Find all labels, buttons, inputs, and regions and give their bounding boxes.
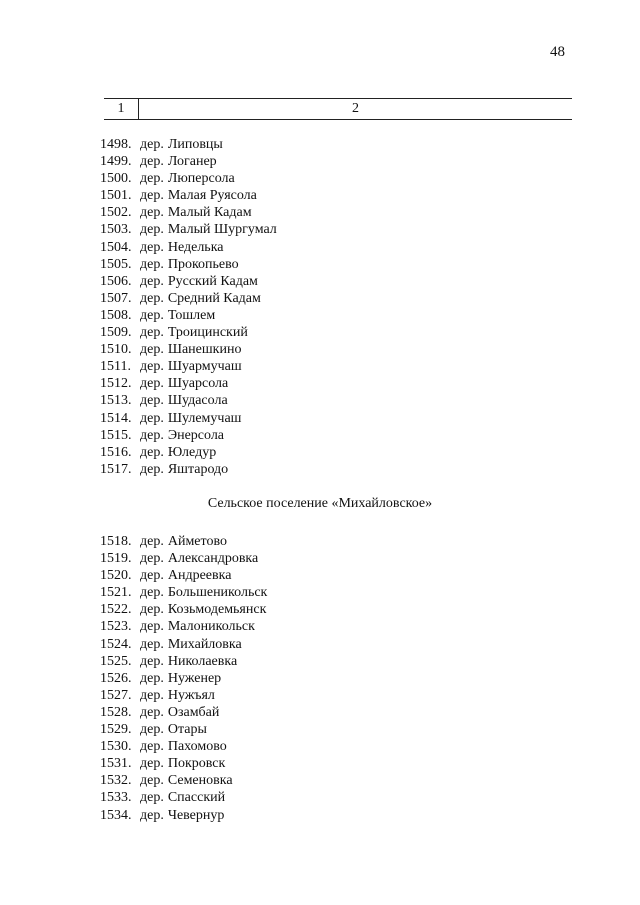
list-item bbox=[100, 807, 267, 824]
list-item bbox=[100, 153, 277, 170]
item-name: Троицинский bbox=[167, 325, 248, 341]
list-item bbox=[100, 324, 277, 341]
table-header-col-1: 1 bbox=[104, 99, 139, 119]
item-prefix: дер. bbox=[140, 393, 164, 409]
item-name: Неделька bbox=[167, 239, 224, 255]
item-prefix: дер. bbox=[140, 307, 164, 323]
item-name: Юледур bbox=[167, 444, 217, 460]
list-item bbox=[100, 427, 277, 444]
item-name: Покровск bbox=[167, 756, 226, 772]
list-item bbox=[100, 789, 267, 806]
settlement-list-2 bbox=[100, 533, 267, 824]
list-item bbox=[100, 273, 277, 290]
item-name: Прокопьево bbox=[167, 256, 239, 272]
item-number: 1532. bbox=[100, 773, 132, 789]
item-prefix: дер. bbox=[140, 444, 164, 460]
item-prefix: дер. bbox=[140, 790, 164, 806]
item-prefix: дер. bbox=[140, 739, 164, 755]
settlement-list-1 bbox=[100, 136, 277, 478]
item-number: 1499. bbox=[100, 154, 132, 170]
item-number: 1523. bbox=[100, 619, 132, 635]
item-prefix: дер. bbox=[140, 256, 164, 272]
item-number: 1519. bbox=[100, 551, 132, 567]
item-prefix: дер. bbox=[140, 205, 164, 221]
page-number: 48 bbox=[550, 44, 565, 60]
item-number: 1529. bbox=[100, 722, 132, 738]
list-item bbox=[100, 533, 267, 550]
item-number: 1524. bbox=[100, 636, 132, 652]
item-number: 1522. bbox=[100, 602, 132, 618]
item-prefix: дер. bbox=[140, 427, 164, 443]
item-name: Айметово bbox=[167, 534, 227, 549]
item-prefix: дер. bbox=[140, 534, 164, 549]
list-item bbox=[100, 618, 267, 635]
list-item bbox=[100, 375, 277, 392]
list-item bbox=[100, 341, 277, 358]
item-name: Отары bbox=[167, 722, 207, 738]
item-prefix: дер. bbox=[140, 653, 164, 669]
item-name: Большеникольск bbox=[167, 585, 268, 601]
item-name: Озамбай bbox=[167, 704, 220, 720]
item-name: Александровка bbox=[167, 551, 259, 567]
list-item bbox=[100, 136, 277, 153]
item-number: 1505. bbox=[100, 256, 132, 272]
item-name: Энерсола bbox=[167, 427, 225, 443]
item-name: Спасский bbox=[167, 790, 226, 806]
list-item bbox=[100, 721, 267, 738]
item-prefix: дер. bbox=[140, 756, 164, 772]
list-item bbox=[100, 444, 277, 461]
item-number: 1525. bbox=[100, 653, 132, 669]
item-number: 1521. bbox=[100, 585, 132, 601]
list-item bbox=[100, 410, 277, 427]
item-prefix: дер. bbox=[140, 342, 164, 358]
list-item bbox=[100, 290, 277, 307]
item-prefix: дер. bbox=[140, 807, 164, 823]
item-number: 1526. bbox=[100, 670, 132, 686]
item-name: Малоникольск bbox=[167, 619, 255, 635]
item-number: 1500. bbox=[100, 171, 132, 187]
item-prefix: дер. bbox=[140, 461, 164, 477]
item-name: Средний Кадам bbox=[167, 290, 261, 306]
item-number: 1516. bbox=[100, 444, 132, 460]
item-number: 1528. bbox=[100, 704, 132, 720]
list-item bbox=[100, 653, 267, 670]
table-header-col-2: 2 bbox=[352, 101, 359, 116]
list-item bbox=[100, 392, 277, 409]
item-number: 1510. bbox=[100, 342, 132, 358]
item-prefix: дер. bbox=[140, 585, 164, 601]
item-name: Тошлем bbox=[167, 307, 216, 323]
item-number: 1509. bbox=[100, 325, 132, 341]
item-number: 1502. bbox=[100, 205, 132, 221]
list-item bbox=[100, 461, 277, 478]
list-item bbox=[100, 687, 267, 704]
item-number: 1498. bbox=[100, 137, 132, 152]
item-prefix: дер. bbox=[140, 171, 164, 187]
item-prefix: дер. bbox=[140, 722, 164, 738]
item-number: 1517. bbox=[100, 461, 132, 477]
list-item bbox=[100, 755, 267, 772]
item-name: Чевернур bbox=[167, 807, 225, 823]
item-number: 1504. bbox=[100, 239, 132, 255]
item-prefix: дер. bbox=[140, 636, 164, 652]
table-header bbox=[104, 98, 572, 120]
item-prefix: дер. bbox=[140, 154, 164, 170]
list-item bbox=[100, 704, 267, 721]
item-number: 1506. bbox=[100, 273, 132, 289]
item-prefix: дер. bbox=[140, 137, 164, 152]
item-number: 1514. bbox=[100, 410, 132, 426]
list-item bbox=[100, 670, 267, 687]
item-prefix: дер. bbox=[140, 602, 164, 618]
item-number: 1512. bbox=[100, 376, 132, 392]
item-name: Нуженер bbox=[167, 670, 222, 686]
item-prefix: дер. bbox=[140, 670, 164, 686]
list-item bbox=[100, 772, 267, 789]
item-name: Шудасола bbox=[167, 393, 228, 409]
item-name: Козьмодемьянск bbox=[167, 602, 267, 618]
item-number: 1513. bbox=[100, 393, 132, 409]
item-name: Пахомово bbox=[167, 739, 227, 755]
item-name: Семеновка bbox=[167, 773, 233, 789]
item-name: Шанешкино bbox=[167, 342, 242, 358]
list-item bbox=[100, 738, 267, 755]
item-name: Малый Кадам bbox=[167, 205, 252, 221]
item-number: 1515. bbox=[100, 427, 132, 443]
item-name: Андреевка bbox=[167, 568, 232, 584]
list-item bbox=[100, 187, 277, 204]
list-item bbox=[100, 204, 277, 221]
item-number: 1531. bbox=[100, 756, 132, 772]
item-number: 1507. bbox=[100, 290, 132, 306]
item-name: Логанер bbox=[167, 154, 217, 170]
item-name: Малая Руясола bbox=[167, 188, 257, 204]
item-prefix: дер. bbox=[140, 359, 164, 375]
list-item bbox=[100, 550, 267, 567]
item-prefix: дер. bbox=[140, 376, 164, 392]
item-name: Яштародо bbox=[167, 461, 229, 477]
item-number: 1503. bbox=[100, 222, 132, 238]
list-item bbox=[100, 307, 277, 324]
item-number: 1533. bbox=[100, 790, 132, 806]
item-prefix: дер. bbox=[140, 325, 164, 341]
item-prefix: дер. bbox=[140, 239, 164, 255]
item-name: Шуарсола bbox=[167, 376, 229, 392]
item-name: Русский Кадам bbox=[167, 273, 258, 289]
item-number: 1527. bbox=[100, 687, 132, 703]
item-number: 1530. bbox=[100, 739, 132, 755]
item-prefix: дер. bbox=[140, 704, 164, 720]
item-prefix: дер. bbox=[140, 290, 164, 306]
item-name: Малый Шургумал bbox=[167, 222, 277, 238]
item-prefix: дер. bbox=[140, 273, 164, 289]
item-name: Нужъял bbox=[167, 687, 215, 703]
item-number: 1511. bbox=[100, 359, 131, 375]
item-name: Николаевка bbox=[167, 653, 238, 669]
item-prefix: дер. bbox=[140, 551, 164, 567]
item-prefix: дер. bbox=[140, 568, 164, 584]
item-number: 1520. bbox=[100, 568, 132, 584]
item-number: 1534. bbox=[100, 807, 132, 823]
item-prefix: дер. bbox=[140, 619, 164, 635]
item-name: Михайловка bbox=[167, 636, 242, 652]
list-item bbox=[100, 636, 267, 653]
list-item bbox=[100, 584, 267, 601]
list-item bbox=[100, 601, 267, 618]
list-item bbox=[100, 239, 277, 256]
list-item bbox=[100, 567, 267, 584]
item-name: Липовцы bbox=[167, 137, 223, 152]
list-item bbox=[100, 256, 277, 273]
list-item bbox=[100, 221, 277, 238]
item-number: 1501. bbox=[100, 188, 132, 204]
section-heading: Сельское поселение «Михайловское» bbox=[207, 496, 433, 511]
item-prefix: дер. bbox=[140, 687, 164, 703]
item-number: 1508. bbox=[100, 307, 132, 323]
list-item bbox=[100, 358, 277, 375]
item-prefix: дер. bbox=[140, 773, 164, 789]
item-prefix: дер. bbox=[140, 410, 164, 426]
item-prefix: дер. bbox=[140, 222, 164, 238]
item-number: 1518. bbox=[100, 534, 132, 549]
list-item bbox=[100, 170, 277, 187]
item-name: Шуармучаш bbox=[167, 359, 242, 375]
item-prefix: дер. bbox=[140, 188, 164, 204]
item-name: Шулемучаш bbox=[167, 410, 242, 426]
item-name: Люперсола bbox=[167, 171, 235, 187]
